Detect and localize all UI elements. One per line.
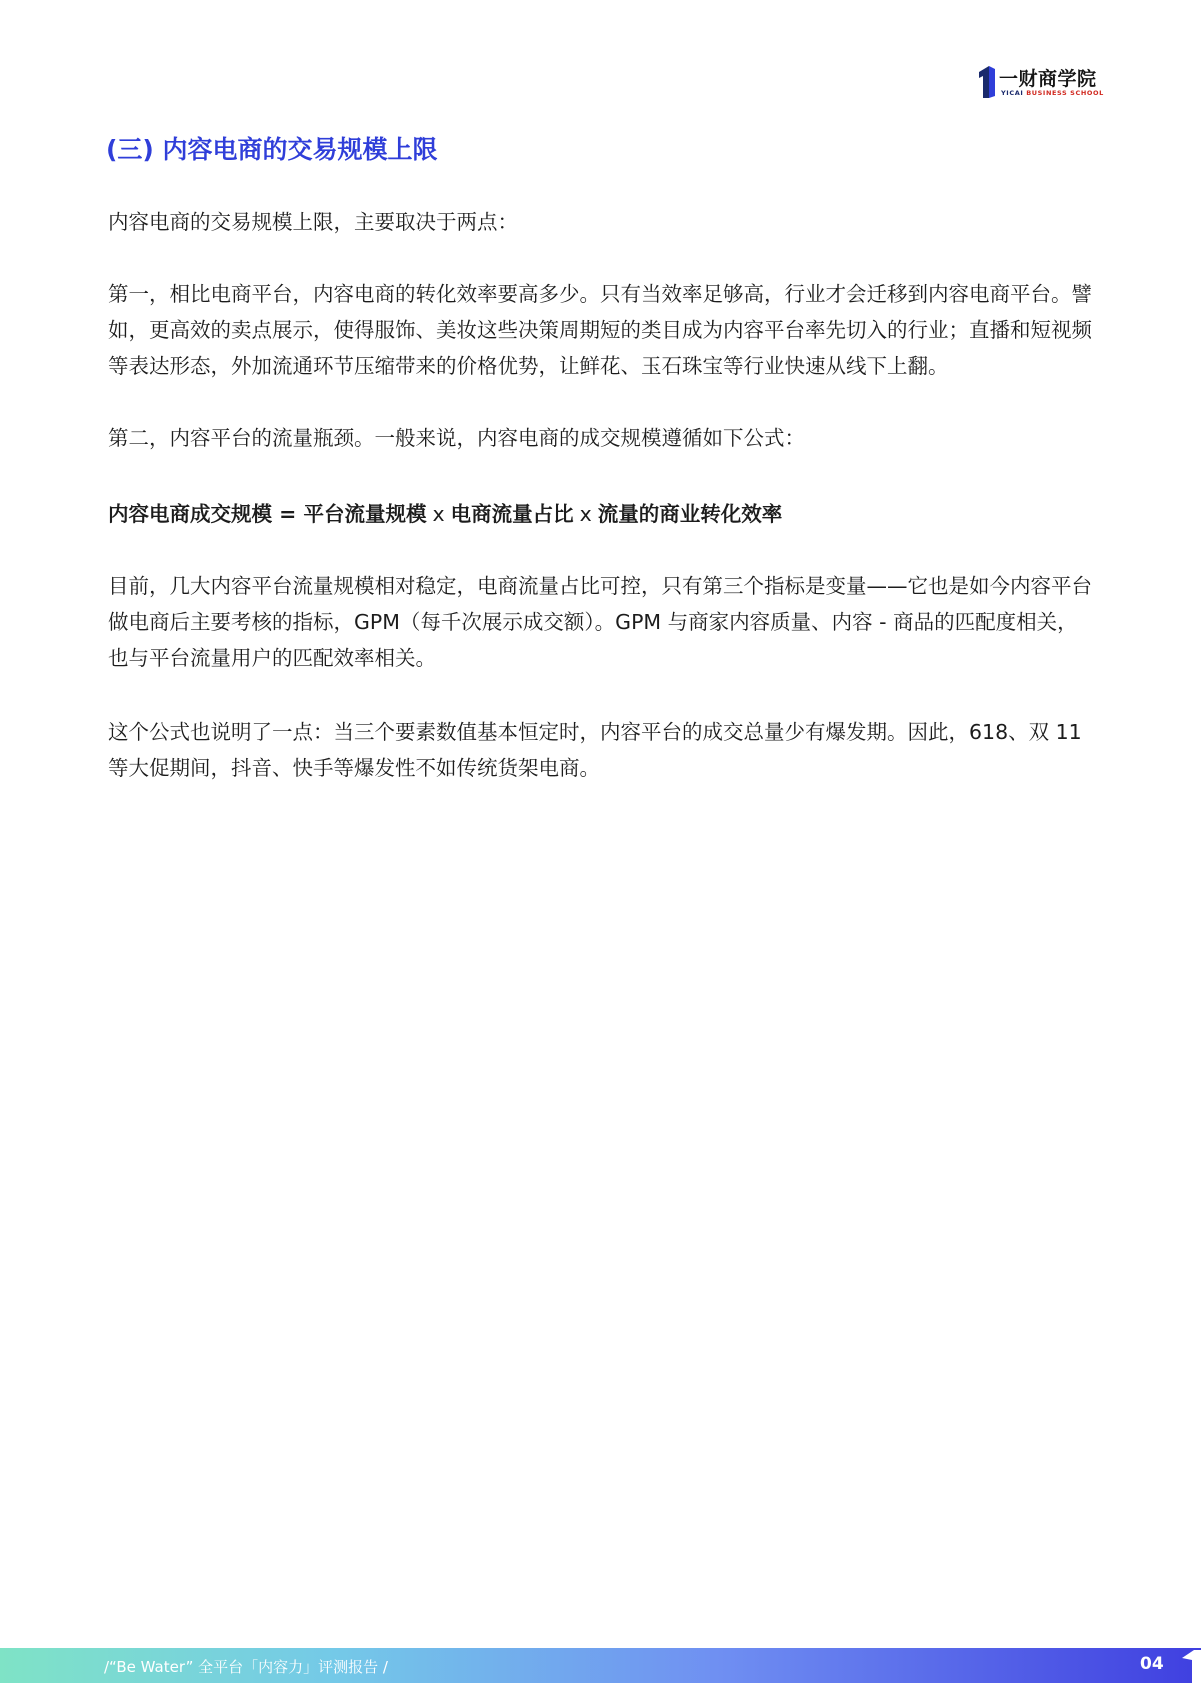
yicai-logo-mark-icon	[975, 66, 997, 98]
yicai-logo	[975, 64, 1104, 100]
logo-subtitle	[1001, 89, 1104, 97]
formula-term-conversion: 流量的商业转化效率	[597, 502, 783, 526]
logo-subtitle-part-b: BUSINESS SCHOOL	[1026, 89, 1104, 97]
page-number: 04	[1140, 1654, 1164, 1674]
logo-name: 一财商学院	[999, 68, 1097, 90]
formula-lhs: 内容电商成交规模 = 平台流量规模	[108, 502, 427, 526]
paragraph-first-point: 第一，相比电商平台，内容电商的转化效率要高多少。只有当效率足够高，行业才会迁移到内容电商平台。譬如，更高效的卖点展示，使得服饰、美妆这些决策周期短的类目成为内容平台率先切入的行业；直播和短视频等表达形态，外加流通环节压缩带来的价格优势，让鲜花、玉石珠宝等行业快速从线下上翻。	[108, 282, 1092, 378]
corner-logo-icon	[1180, 1650, 1201, 1683]
section-title: (三) 内容电商的交易规模上限	[106, 135, 438, 164]
logo-subtitle-part-a: YICAI	[1001, 89, 1027, 97]
footer-bar	[0, 1648, 1201, 1683]
formula-operator: x	[432, 502, 445, 526]
paragraph-second-point: 第二，内容平台的流量瓶颈。一般来说，内容电商的成交规模遵循如下公式：	[108, 426, 805, 450]
paragraph-gpm: 目前，几大内容平台流量规模相对稳定，电商流量占比可控，只有第三个指标是变量——它也是如今内容平台做电商后主要考核的指标，GPM（每千次展示成交额）。GPM 与商家内容质量、内容 - 商品的匹配度相关，也与平台流量用户的匹配效率相关。	[108, 574, 1092, 670]
footer-report-title: /“Be Water” 全平台「内容力」评测报告 /	[104, 1658, 388, 1676]
formula-term-ecommerce-share: 电商流量占比	[450, 502, 574, 526]
paragraph-conclusion: 这个公式也说明了一点：当三个要素数值基本恒定时，内容平台的成交总量少有爆发期。因此，618、双 11 等大促期间，抖音、快手等爆发性不如传统货架电商。	[108, 720, 1082, 780]
paragraph-intro: 内容电商的交易规模上限，主要取决于两点：	[108, 210, 518, 234]
formula-operator: x	[579, 502, 592, 526]
formula	[108, 496, 782, 532]
